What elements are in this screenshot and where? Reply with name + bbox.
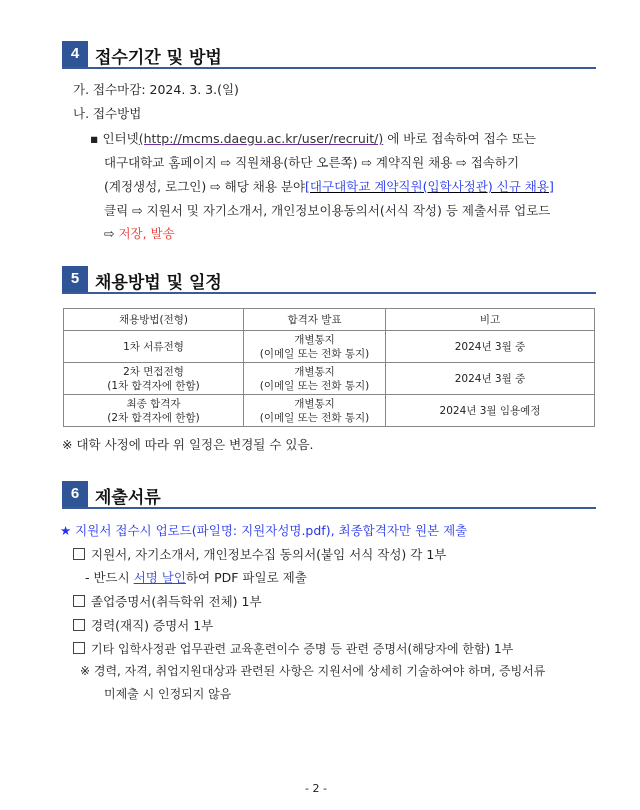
- document-item: [73, 616, 213, 634]
- text: (이메일 또는 전화 통지): [259, 411, 370, 424]
- section-6-header: [62, 481, 596, 509]
- section-number: 5: [62, 266, 88, 292]
- schedule-table: [63, 308, 595, 427]
- checkbox-icon: [73, 595, 85, 607]
- announcement-cell: [244, 331, 386, 363]
- text: 최종 합격자: [126, 397, 181, 410]
- checkbox-icon: [73, 619, 85, 631]
- text: 개별통지: [294, 333, 335, 346]
- signature-link: 서명 날인: [133, 570, 186, 585]
- text: (2차 합격자에 한함): [107, 411, 200, 424]
- column-header: 비고: [386, 309, 595, 331]
- stage-cell: [64, 331, 244, 363]
- stage-cell: [64, 363, 244, 395]
- method-label: 나. 접수방법: [73, 106, 142, 121]
- deadline: 가. 접수마감: 2024. 3. 3.(일): [73, 82, 239, 97]
- schedule-note: ※ 대학 사정에 따라 위 일정은 변경될 수 있음.: [62, 437, 314, 452]
- method-line-2: 대구대학교 홈페이지 ⇨ 직원채용(하단 오른쪽) ⇨ 계약직원 채용 ⇨ 접속하기: [104, 155, 520, 170]
- text: - 반드시: [85, 570, 134, 585]
- text: 경력(재직) 증명서 1부: [91, 618, 214, 633]
- remark-cell: 2024년 3월 중: [386, 331, 595, 363]
- column-header: 합격자 발표: [244, 309, 386, 331]
- method-line-3: [104, 177, 554, 195]
- text: 1차 서류전형: [123, 340, 184, 353]
- text: (계정생성, 로그인) ⇨ 해당 채용 분야: [104, 179, 306, 194]
- arrow-icon: ⇨: [104, 226, 119, 241]
- text: (이메일 또는 전화 통지): [259, 379, 370, 392]
- text: 졸업증명서(취득학위 전체) 1부: [91, 594, 262, 609]
- save-send-text: 저장, 발송: [118, 226, 175, 241]
- section-title: 제출서류: [95, 488, 161, 508]
- recruit-url-link[interactable]: (http://mcms.daegu.ac.kr/user/recruit/): [138, 131, 384, 146]
- section-number: 4: [62, 41, 88, 67]
- remark-cell: 2024년 3월 임용예정: [386, 395, 595, 427]
- text: (이메일 또는 전화 통지): [259, 347, 370, 360]
- announcement-cell: [244, 395, 386, 427]
- text: 개별통지: [294, 365, 335, 378]
- text: 지원서, 자기소개서, 개인정보수집 동의서(붙임 서식 작성) 각 1부: [91, 547, 447, 562]
- table-header-row: [64, 309, 595, 331]
- text: 기타 입학사정관 업무관련 교육훈련이수 증명 등 관련 증명서(해당자에 한함) 1부: [91, 642, 514, 656]
- announcement-cell: [244, 363, 386, 395]
- table-row: [64, 363, 595, 395]
- document-item: [73, 545, 446, 563]
- table-row: [64, 395, 595, 427]
- section-4-header: [62, 41, 596, 69]
- document-item: [73, 592, 262, 610]
- method-line-5: [104, 224, 175, 242]
- text: (1차 합격자에 한함): [107, 379, 200, 392]
- job-posting-link[interactable]: [대구대학교 계약직원(입학사정관) 신규 채용]: [305, 179, 554, 194]
- method-line-1: [90, 129, 536, 147]
- text: 하여 PDF 파일로 제출: [185, 570, 307, 585]
- bullet-icon: ▪: [90, 131, 103, 146]
- checkbox-icon: [73, 548, 85, 560]
- document-note-1: ※ 경력, 자격, 취업지원대상과 관련된 사항은 지원서에 상세히 기술하여야 하며, 증빙서류: [80, 664, 546, 678]
- text: 에 바로 접속하여 접수 또는: [383, 131, 536, 146]
- section-5-header: [62, 266, 596, 294]
- text: 개별통지: [294, 397, 335, 410]
- text: 인터넷: [102, 131, 139, 146]
- checkbox-icon: [73, 642, 85, 654]
- document-item: [73, 640, 513, 657]
- column-header: 채용방법(전형): [64, 309, 244, 331]
- remark-cell: 2024년 3월 중: [386, 363, 595, 395]
- method-line-4: 클릭 ⇨ 지원서 및 자기소개서, 개인정보이용동의서(서식 작성) 등 제출서류 업로드: [104, 203, 551, 218]
- sign-note: [85, 568, 307, 586]
- section-number: 6: [62, 481, 88, 507]
- stage-cell: [64, 395, 244, 427]
- section-title: 채용방법 및 일정: [95, 273, 222, 293]
- section-title: 접수기간 및 방법: [95, 48, 222, 68]
- upload-notice: ★ 지원서 접수시 업로드(파일명: 지원자성명.pdf), 최종합격자만 원본 제출: [60, 523, 468, 538]
- text: 2차 면접전형: [123, 365, 184, 378]
- table-row: [64, 331, 595, 363]
- document-note-2: 미제출 시 인정되지 않음: [104, 687, 232, 701]
- page-number: - 2 -: [305, 782, 327, 795]
